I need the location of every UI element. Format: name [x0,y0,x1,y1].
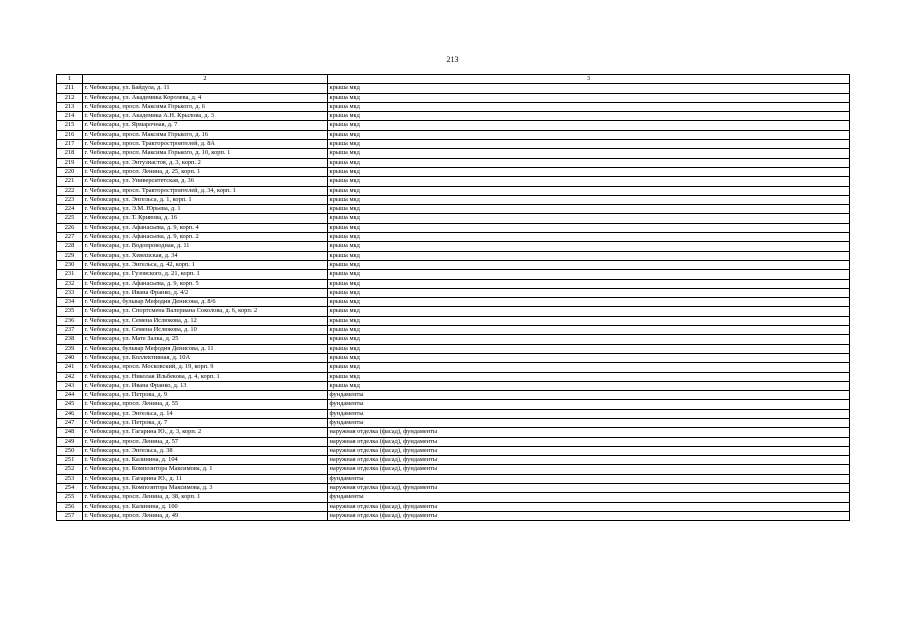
column-number-3: 3 [328,75,850,84]
table-row [57,511,850,520]
row-number-cell: 240 [57,353,83,362]
table-row [57,418,850,427]
row-number-cell: 218 [57,149,83,158]
row-number-cell: 245 [57,400,83,409]
work-type-cell: крыша мкд [328,298,850,307]
row-number-cell: 251 [57,456,83,465]
work-type-cell: крыша мкд [328,316,850,325]
row-number-cell: 236 [57,316,83,325]
work-type-cell: крыша мкд [328,186,850,195]
work-type-cell: фундаменты [328,493,850,502]
row-number-cell: 230 [57,260,83,269]
work-type-cell: крыша мкд [328,381,850,390]
table-row [57,326,850,335]
table-row [57,260,850,269]
row-number-cell: 248 [57,428,83,437]
work-type-cell: крыша мкд [328,149,850,158]
table-row [57,130,850,139]
work-type-cell: крыша мкд [328,233,850,242]
work-type-cell: крыша мкд [328,372,850,381]
table-row [57,242,850,251]
address-cell: г. Чебоксары, ул. Э.М. Юрьева, д. 1 [83,205,328,214]
work-type-cell: наружная отделка (фасад), фундаменты [328,484,850,493]
address-cell: г. Чебоксары, ул. Университетская, д. 36 [83,177,328,186]
table-row [57,195,850,204]
address-cell: г. Чебоксары, ул. Хевешская, д. 34 [83,251,328,260]
address-cell: г. Чебоксары, ул. Энтузиастов, д. 3, корп. 2 [83,158,328,167]
address-cell: г. Чебоксары, ул. Спортсмена Валериана Соколова, д. 6, корп. 2 [83,307,328,316]
table-row [57,437,850,446]
address-cell: г. Чебоксары, ул. Афанасьева, д. 9, корп. 5 [83,279,328,288]
work-type-cell: крыша мкд [328,112,850,121]
row-number-cell: 221 [57,177,83,186]
work-type-cell: крыша мкд [328,177,850,186]
table-row [57,251,850,260]
work-type-cell: крыша мкд [328,140,850,149]
table-row [57,474,850,483]
work-type-cell: крыша мкд [328,223,850,232]
address-cell: г. Чебоксары, ул. Петрова, д. 9 [83,391,328,400]
work-type-cell: крыша мкд [328,307,850,316]
table-row [57,316,850,325]
address-cell: г. Чебоксары, ул. Т. Кривова, д. 16 [83,214,328,223]
work-type-cell: крыша мкд [328,242,850,251]
work-type-cell: крыша мкд [328,335,850,344]
work-type-cell: наружная отделка (фасад), фундаменты [328,465,850,474]
table-row [57,335,850,344]
row-number-cell: 219 [57,158,83,167]
row-number-cell: 229 [57,251,83,260]
row-number-cell: 241 [57,363,83,372]
address-cell: г. Чебоксары, просп. Тракторостроителей, д. 34, корп. 1 [83,186,328,195]
table-row [57,363,850,372]
address-cell: г. Чебоксары, ул. Афанасьева, д. 9, корп. 4 [83,223,328,232]
row-number-cell: 216 [57,130,83,139]
address-cell: г. Чебоксары, просп. Ленина, д. 55 [83,400,328,409]
row-number-cell: 250 [57,446,83,455]
table-row [57,279,850,288]
work-type-cell: фундаменты [328,474,850,483]
work-type-cell: крыша мкд [328,130,850,139]
address-cell: г. Чебоксары, ул. Академика Королева, д. 4 [83,93,328,102]
address-cell: г. Чебоксары, ул. Коллективная, д. 10А [83,353,328,362]
address-cell: г. Чебоксары, просп. Максима Горького, д. 10, корп. 1 [83,149,328,158]
row-number-cell: 227 [57,233,83,242]
table-row [57,465,850,474]
work-type-cell: крыша мкд [328,326,850,335]
address-cell: г. Чебоксары, ул. Композитора Максимова, д. 3 [83,484,328,493]
work-type-cell: крыша мкд [328,279,850,288]
address-cell: г. Чебоксары, просп. Тракторостроителей, д. 8А [83,140,328,149]
row-number-cell: 228 [57,242,83,251]
work-type-cell: крыша мкд [328,158,850,167]
address-cell: г. Чебоксары, ул. Байдула, д. 11 [83,84,328,93]
address-cell: г. Чебоксары, просп. Максима Горького, д. 6 [83,102,328,111]
work-type-cell: крыша мкд [328,344,850,353]
row-number-cell: 213 [57,102,83,111]
address-cell: г. Чебоксары, просп. Ленина, д. 38, корп. 1 [83,493,328,502]
row-number-cell: 237 [57,326,83,335]
table-row [57,205,850,214]
table-row [57,456,850,465]
table-row [57,112,850,121]
row-number-cell: 257 [57,511,83,520]
table-row [57,446,850,455]
table-row [57,344,850,353]
address-cell: г. Чебоксары, ул. Ярмарочная, д. 7 [83,121,328,130]
address-cell: г. Чебоксары, ул. Калинина, д. 104 [83,456,328,465]
work-type-cell: крыша мкд [328,167,850,176]
table-row [57,93,850,102]
work-type-cell: крыша мкд [328,102,850,111]
row-number-cell: 234 [57,298,83,307]
address-cell: г. Чебоксары, просп. Ленина, д. 49 [83,511,328,520]
address-cell: г. Чебоксары, ул. Афанасьева, д. 9, корп. 2 [83,233,328,242]
row-number-cell: 214 [57,112,83,121]
row-number-cell: 255 [57,493,83,502]
table-row [57,121,850,130]
work-type-cell: фундаменты [328,418,850,427]
row-number-cell: 256 [57,502,83,511]
row-number-cell: 249 [57,437,83,446]
row-number-cell: 254 [57,484,83,493]
work-type-cell: крыша мкд [328,251,850,260]
work-type-cell: крыша мкд [328,214,850,223]
work-type-cell: наружная отделка (фасад), фундаменты [328,511,850,520]
address-cell: г. Чебоксары, ул. Мате Залка, д. 25 [83,335,328,344]
row-number-cell: 244 [57,391,83,400]
table-row [57,502,850,511]
table-row [57,84,850,93]
row-number-cell: 232 [57,279,83,288]
row-number-cell: 235 [57,307,83,316]
table-row [57,214,850,223]
table-row [57,270,850,279]
work-type-cell: наружная отделка (фасад), фундаменты [328,446,850,455]
table-row [57,223,850,232]
table-row [57,400,850,409]
address-cell: г. Чебоксары, ул. Ивана Франко, д. 13 [83,381,328,390]
table-row [57,298,850,307]
page-number: 213 [446,55,459,64]
work-type-cell: наружная отделка (фасад), фундаменты [328,456,850,465]
table-row [57,167,850,176]
table-row [57,288,850,297]
row-number-cell: 242 [57,372,83,381]
row-number-cell: 243 [57,381,83,390]
address-cell: г. Чебоксары, ул. Энгельса, д. 1, корп. 1 [83,195,328,204]
address-cell: г. Чебоксары, ул. Гагарина Ю., д. 11 [83,474,328,483]
table-row [57,428,850,437]
row-number-cell: 224 [57,205,83,214]
address-work-table [56,74,850,521]
row-number-cell: 222 [57,186,83,195]
address-cell: г. Чебоксары, бульвар Мефодия Денисова, д. 8/6 [83,298,328,307]
row-number-cell: 231 [57,270,83,279]
work-type-cell: наружная отделка (фасад), фундаменты [328,502,850,511]
row-number-cell: 233 [57,288,83,297]
row-number-cell: 247 [57,418,83,427]
table-row [57,391,850,400]
work-type-cell: крыша мкд [328,353,850,362]
row-number-cell: 220 [57,167,83,176]
address-cell: г. Чебоксары, просп. Ленина, д. 25, корп. 1 [83,167,328,176]
table-row [57,140,850,149]
address-cell: г. Чебоксары, ул. Водопроводная, д. 11 [83,242,328,251]
row-number-cell: 238 [57,335,83,344]
work-type-cell: наружная отделка (фасад), фундаменты [328,437,850,446]
address-cell: г. Чебоксары, ул. Семена Ислюкова, д. 12 [83,316,328,325]
table-row [57,381,850,390]
table-body [57,75,850,521]
row-number-cell: 212 [57,93,83,102]
work-type-cell: фундаменты [328,409,850,418]
address-cell: г. Чебоксары, ул. Энгельса, д. 14 [83,409,328,418]
row-number-cell: 211 [57,84,83,93]
row-number-cell: 252 [57,465,83,474]
row-number-cell: 215 [57,121,83,130]
row-number-cell: 246 [57,409,83,418]
address-cell: г. Чебоксары, ул. Академика А.Н. Крылова, д. 3 [83,112,328,121]
address-cell: г. Чебоксары, ул. Энгельса, д. 42, корп. 1 [83,260,328,269]
work-type-cell: фундаменты [328,400,850,409]
table-row [57,186,850,195]
address-cell: г. Чебоксары, просп. Максима Горького, д. 16 [83,130,328,139]
work-type-cell: наружная отделка (фасад), фундаменты [328,428,850,437]
row-number-cell: 239 [57,344,83,353]
work-type-cell: крыша мкд [328,121,850,130]
work-type-cell: фундаменты [328,391,850,400]
column-number-1: 1 [57,75,83,84]
work-type-cell: крыша мкд [328,84,850,93]
address-cell: г. Чебоксары, ул. Гагарина Ю., д. 3, корп. 2 [83,428,328,437]
row-number-cell: 225 [57,214,83,223]
address-cell: г. Чебоксары, просп. Ленина, д. 57 [83,437,328,446]
table-row [57,158,850,167]
table-row [57,149,850,158]
row-number-cell: 223 [57,195,83,204]
column-number-2: 2 [83,75,328,84]
address-cell: г. Чебоксары, ул. Ивана Франко, д. 4/2 [83,288,328,297]
table-row [57,493,850,502]
work-type-cell: крыша мкд [328,288,850,297]
address-cell: г. Чебоксары, ул. Композитора Максимова, д. 1 [83,465,328,474]
address-cell: г. Чебоксары, ул. Семена Ислюкова, д. 10 [83,326,328,335]
table-row [57,177,850,186]
table-row [57,233,850,242]
work-type-cell: крыша мкд [328,195,850,204]
table-row [57,484,850,493]
work-type-cell: крыша мкд [328,205,850,214]
work-type-cell: крыша мкд [328,270,850,279]
row-number-cell: 226 [57,223,83,232]
address-cell: г. Чебоксары, просп. Московский, д. 19, корп. 9 [83,363,328,372]
address-cell: г. Чебоксары, ул. Калинина, д. 100 [83,502,328,511]
table-row [57,307,850,316]
table-row [57,102,850,111]
table-row [57,372,850,381]
work-type-cell: крыша мкд [328,363,850,372]
address-cell: г. Чебоксары, ул. Петрова, д. 7 [83,418,328,427]
work-type-cell: крыша мкд [328,260,850,269]
address-cell: г. Чебоксары, ул. Энгельса, д. 38 [83,446,328,455]
address-cell: г. Чебоксары, ул. Гузовского, д. 21, корп. 1 [83,270,328,279]
column-number-row [57,75,850,84]
work-type-cell: крыша мкд [328,93,850,102]
address-cell: г. Чебоксары, ул. Николая Ильбекова, д. 4, корп. 1 [83,372,328,381]
address-cell: г. Чебоксары, бульвар Мефодия Денисова, д. 11 [83,344,328,353]
row-number-cell: 217 [57,140,83,149]
row-number-cell: 253 [57,474,83,483]
table-row [57,353,850,362]
table-row [57,409,850,418]
